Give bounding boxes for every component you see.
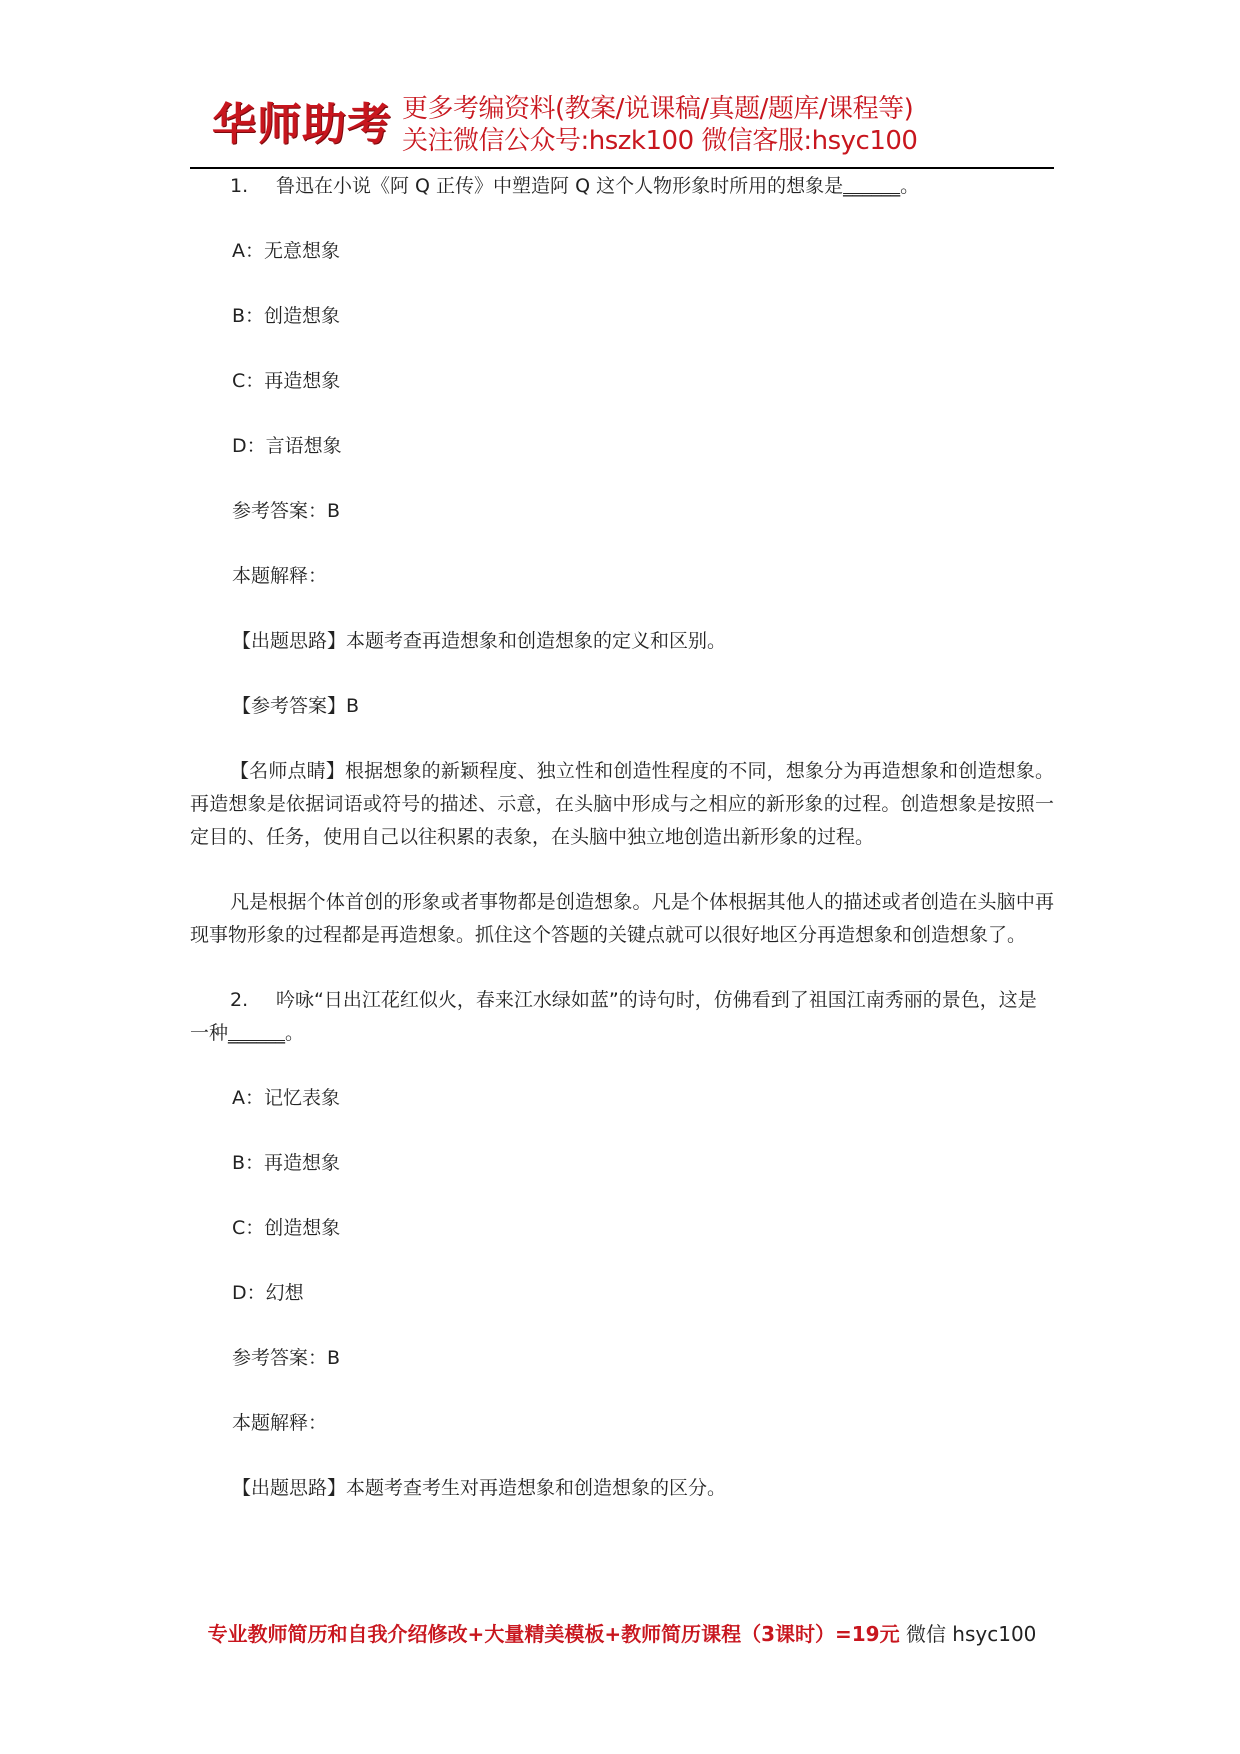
question-1-option-a: A：无意想象 (232, 240, 340, 262)
question-1-blank: ______ (843, 175, 901, 197)
question-2-blank: ______ (228, 1022, 286, 1044)
document-body (190, 170, 1054, 1505)
question-1-text: 鲁迅在小说《阿 Q 正传》中塑造阿 Q 这个人物形象时所用的想象是 (276, 175, 844, 197)
banner-line-1: 更多考编资料(教案/说课稿/真题/题库/课程等) (402, 94, 914, 124)
question-2-option-a: A：记忆表象 (232, 1087, 340, 1109)
question-1-option-b: B：创造想象 (232, 305, 341, 327)
question-2-option-d: D：幻想 (232, 1282, 304, 1304)
header-banner (212, 92, 1052, 158)
banner-line-2: 关注微信公众号:hszk100 微信客服:hsyc100 (402, 126, 918, 156)
question-2-text: 吟咏“日出江花红似火，春来江水绿如蓝”的诗句时，仿佛看到了祖国江南秀丽的景色，这是一种 (190, 989, 1037, 1044)
question-1-idea: 【出题思路】本题考查再造想象和创造想象的定义和区别。 (232, 630, 727, 652)
footer-ad (190, 1618, 1054, 1647)
footer-promo: 专业教师简历和自我介绍修改+大量精美模板+教师简历课程（3课时）=19元 (207, 1622, 900, 1646)
question-2-option-b: B：再造想象 (232, 1152, 341, 1174)
question-1-tip: 【名师点睛】根据想象的新颖程度、独立性和创造性程度的不同，想象分为再造想象和创造想象。再造想象是依据词语或符号的描述、示意，在头脑中形成与之相应的新形象的过程。创造想象是按照一定目的、任务，使用自己以往积累的表象，在头脑中独立地创造出新形象的过程。 (190, 760, 1054, 848)
question-1-option-d: D：言语想象 (232, 435, 342, 457)
question-1-extra: 凡是根据个体首创的形象或者事物都是创造想象。凡是个体根据其他人的描述或者创造在头脑中再现事物形象的过程都是再造想象。抓住这个答题的关键点就可以很好地区分再造想象和创造想象了。 (190, 891, 1054, 946)
question-2-explain-label: 本题解释： (232, 1412, 328, 1434)
question-2-answer: 参考答案：B (232, 1347, 341, 1369)
question-1-option-c: C：再造想象 (232, 370, 341, 392)
question-2-idea: 【出题思路】本题考查考生对再造想象和创造想象的区分。 (232, 1477, 727, 1499)
question-1-number: 1. (230, 175, 249, 197)
header-divider (190, 167, 1054, 169)
question-2-stem (190, 984, 1054, 1050)
banner-text (402, 93, 917, 157)
question-1-ref-answer: 【参考答案】B (232, 695, 360, 717)
question-2-end: 。 (285, 1022, 305, 1044)
question-1-end: 。 (900, 175, 920, 197)
question-2-number: 2. (230, 989, 249, 1011)
footer-wechat: 微信 hsyc100 (899, 1622, 1037, 1646)
question-1-answer: 参考答案：B (232, 500, 341, 522)
question-1-stem (190, 170, 1054, 203)
question-1-explain-label: 本题解释： (232, 565, 328, 587)
brand-logo: 华师助考 (212, 99, 392, 150)
question-2-option-c: C：创造想象 (232, 1217, 341, 1239)
